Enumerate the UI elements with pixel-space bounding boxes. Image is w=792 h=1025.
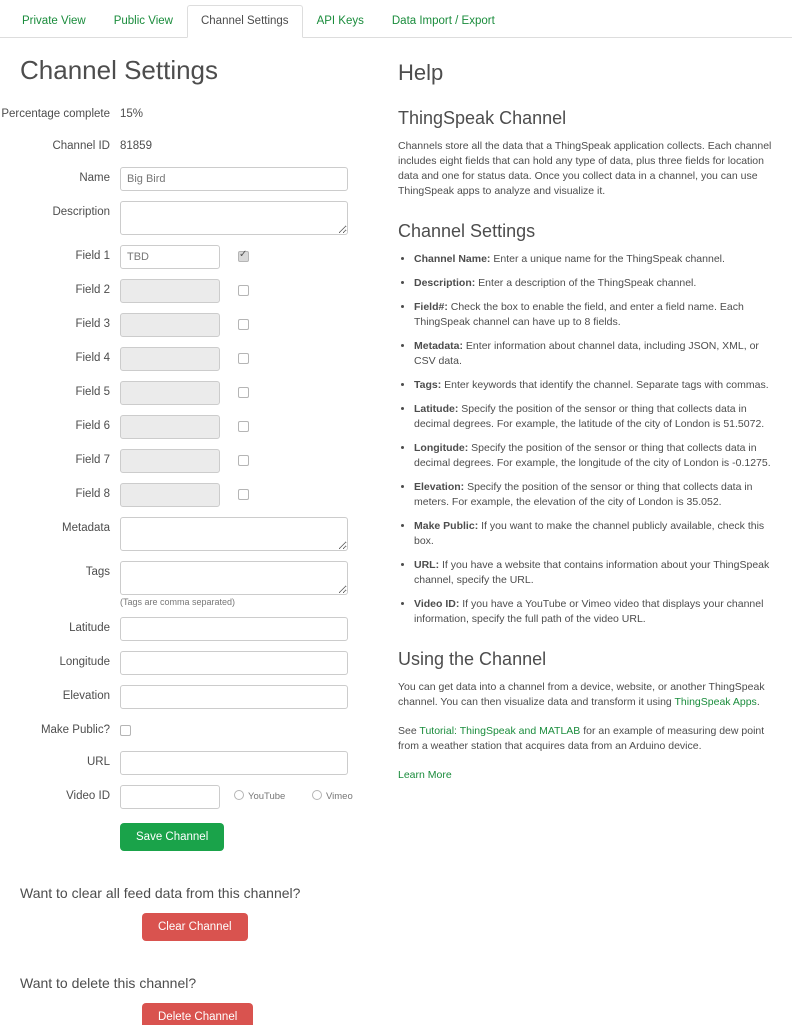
description-textarea[interactable]: [120, 201, 348, 235]
longitude-input[interactable]: [120, 651, 348, 675]
help-bullet-term: Longitude:: [414, 442, 469, 454]
help-bullet-term: Make Public:: [414, 520, 479, 532]
help-bullet-term: Description:: [414, 277, 476, 289]
help-bullet: [414, 339, 783, 369]
help-bullet: [414, 402, 783, 432]
field-5-label: Field 5: [75, 386, 110, 398]
tab-bar: [0, 0, 792, 38]
field-8-checkbox[interactable]: [238, 489, 249, 500]
field-6-label: Field 6: [75, 420, 110, 432]
youtube-radio[interactable]: [234, 790, 244, 800]
tutorial-link[interactable]: Tutorial: ThingSpeak and MATLAB: [419, 725, 581, 737]
tab-private-view[interactable]: Private View: [22, 15, 86, 27]
using-channel-text-pre: You can get data into a channel from a device, website, or another ThingSpeak channel. You can then visualize data and transform it using: [398, 681, 765, 708]
delete-channel-button[interactable]: Delete Channel: [142, 1003, 253, 1025]
field-2-checkbox[interactable]: [238, 285, 249, 296]
description-label: Description: [52, 206, 110, 218]
row-elevation: [0, 685, 390, 709]
row-percentage-complete: [0, 103, 390, 125]
help-bullet-term: Channel Name:: [414, 253, 491, 265]
row-description: [0, 201, 390, 235]
help-bullet-list: [398, 252, 783, 627]
field-7-checkbox[interactable]: [238, 455, 249, 466]
make-public-checkbox[interactable]: [120, 725, 131, 736]
field-3-label: Field 3: [75, 318, 110, 330]
name-input[interactable]: [120, 167, 348, 191]
field-4-label: Field 4: [75, 352, 110, 364]
help-bullet-text: Enter a unique name for the ThingSpeak channel.: [490, 253, 725, 265]
help-heading-channel-settings: Channel Settings: [398, 221, 536, 241]
row-field-4: [0, 347, 390, 371]
row-metadata: [0, 517, 390, 551]
help-heading-using-the-channel: Using the Channel: [398, 649, 547, 669]
row-field-2: [0, 279, 390, 303]
row-url: [0, 751, 390, 775]
field-3-checkbox[interactable]: [238, 319, 249, 330]
field-5-checkbox[interactable]: [238, 387, 249, 398]
help-bullet: [414, 480, 783, 510]
help-bullet-text: Check the box to enable the field, and enter a field name. Each ThingSpeak channel can have up to 8 fields.: [414, 301, 744, 328]
help-bullet-text: If you have a YouTube or Vimeo video that displays your channel information, specify the full path of the video URL.: [414, 598, 764, 625]
row-save: [0, 823, 390, 851]
elevation-label: Elevation: [62, 690, 110, 702]
url-label: URL: [86, 756, 110, 768]
field-8-input[interactable]: [120, 483, 220, 507]
field-1-input[interactable]: [120, 245, 220, 269]
help-paragraph-thingspeak-channel: Channels store all the data that a ThingSpeak application collects. Each channel includes eight fields that can hold any type of data, plus three fields for location data and one for status data. Once you collect data in a channel, you can use ThingSpeak apps to analyze and visualize it.: [398, 140, 772, 197]
row-field-3: [0, 313, 390, 337]
row-field-1: [0, 245, 390, 269]
help-bullet-text: If you want to make the channel publicly available, check this box.: [414, 520, 765, 547]
help-bullet: [414, 378, 783, 393]
row-field-8: [0, 483, 390, 507]
help-bullet-term: Elevation:: [414, 481, 465, 493]
field-1-label: Field 1: [75, 250, 110, 262]
help-bullet-text: Specify the position of the sensor or thing that collects data in meters. For example, the elevation of the city of London is 35.052.: [414, 481, 753, 508]
row-field-6: [0, 415, 390, 439]
learn-more-link[interactable]: Learn More: [398, 769, 452, 781]
help-learn-more-wrap: [398, 768, 783, 783]
help-bullet: [414, 300, 783, 330]
name-label: Name: [79, 172, 110, 184]
tags-hint: (Tags are comma separated): [120, 597, 236, 607]
longitude-label: Longitude: [59, 656, 110, 668]
field-3-input[interactable]: [120, 313, 220, 337]
metadata-textarea[interactable]: [120, 517, 348, 551]
metadata-label: Metadata: [62, 522, 110, 534]
help-bullet: [414, 558, 783, 588]
video-youtube-option[interactable]: [234, 791, 297, 802]
vimeo-label: Vimeo: [325, 791, 353, 802]
percentage-complete-value: 15%: [120, 108, 144, 120]
tab-public-view[interactable]: Public View: [113, 15, 173, 27]
row-tags: [0, 561, 390, 607]
field-7-input[interactable]: [120, 449, 220, 473]
tags-textarea[interactable]: [120, 561, 348, 595]
thingspeak-apps-link[interactable]: ThingSpeak Apps: [674, 696, 757, 708]
field-4-checkbox[interactable]: [238, 353, 249, 364]
field-6-input[interactable]: [120, 415, 220, 439]
make-public-label: Make Public?: [40, 724, 110, 736]
clear-channel-block: [20, 885, 390, 941]
field-4-input[interactable]: [120, 347, 220, 371]
settings-form-column: [0, 55, 390, 1025]
delete-channel-question: Want to delete this channel?: [20, 975, 197, 991]
latitude-input[interactable]: [120, 617, 348, 641]
help-column: [398, 60, 783, 797]
field-6-checkbox[interactable]: [238, 421, 249, 432]
tab-api-keys[interactable]: API Keys: [316, 15, 364, 27]
help-bullet-text: If you have a website that contains information about your ThingSpeak channel, specify the URL.: [414, 559, 770, 586]
field-8-label: Field 8: [75, 488, 110, 500]
field-5-input[interactable]: [120, 381, 220, 405]
help-bullet-text: Enter information about channel data, including JSON, XML, or CSV data.: [414, 340, 759, 367]
clear-channel-question: Want to clear all feed data from this channel?: [20, 885, 301, 901]
help-bullet-text: Enter a description of the ThingSpeak channel.: [475, 277, 697, 289]
video-id-input[interactable]: [120, 785, 220, 809]
clear-channel-button[interactable]: Clear Channel: [142, 913, 248, 941]
video-vimeo-option[interactable]: [312, 791, 365, 802]
latitude-label: Latitude: [69, 622, 110, 634]
youtube-label: YouTube: [248, 791, 286, 802]
video-id-label: Video ID: [66, 790, 110, 802]
help-paragraph-tutorial: [398, 724, 783, 754]
row-video-id: [0, 785, 390, 809]
row-name: [0, 167, 390, 191]
row-longitude: [0, 651, 390, 675]
tab-data-import-export[interactable]: Data Import / Export: [391, 15, 495, 27]
tutorial-text-pre: See: [398, 725, 420, 737]
help-bullet: [414, 276, 783, 291]
field-1-checkbox[interactable]: [238, 251, 249, 262]
help-bullet-term: URL:: [414, 559, 440, 571]
tab-channel-settings[interactable]: Channel Settings: [187, 5, 303, 38]
video-source-radio-group: [234, 785, 377, 809]
help-bullet-text: Specify the position of the sensor or thing that collects data in decimal degrees. For example, the latitude of the city of London is 51.5072.: [414, 403, 765, 430]
help-bullet-term: Field#:: [414, 301, 448, 313]
help-bullet-term: Tags:: [414, 379, 442, 391]
help-bullet-text: Enter keywords that identify the channel. Separate tags with commas.: [441, 379, 769, 391]
url-input[interactable]: [120, 751, 348, 775]
help-paragraph-using-the-channel: [398, 680, 783, 710]
vimeo-radio[interactable]: [312, 790, 322, 800]
help-bullet-term: Metadata:: [414, 340, 464, 352]
row-channel-id: [0, 135, 390, 157]
help-bullet-term: Latitude:: [414, 403, 459, 415]
field-7-label: Field 7: [75, 454, 110, 466]
help-bullet: [414, 597, 783, 627]
save-channel-button[interactable]: Save Channel: [120, 823, 224, 851]
field-2-input[interactable]: [120, 279, 220, 303]
help-bullet-term: Video ID:: [414, 598, 460, 610]
page-title: Channel Settings: [20, 55, 219, 85]
row-latitude: [0, 617, 390, 641]
help-title: Help: [398, 60, 444, 85]
field-2-label: Field 2: [75, 284, 110, 296]
channel-id-label: Channel ID: [52, 140, 110, 152]
help-bullet: [414, 519, 783, 549]
row-field-7: [0, 449, 390, 473]
row-field-5: [0, 381, 390, 405]
tutorial-text-post: for an example of measuring dew point from a weather station that acquires data from an Arduino device.: [398, 725, 765, 752]
help-bullet: [414, 252, 783, 267]
elevation-input[interactable]: [120, 685, 348, 709]
percentage-complete-label: Percentage complete: [1, 108, 110, 120]
row-make-public: [0, 719, 390, 741]
tags-label: Tags: [85, 566, 110, 578]
using-channel-text-post: .: [756, 696, 760, 708]
channel-id-value: 81859: [120, 140, 152, 152]
help-bullet-text: Specify the position of the sensor or thing that collects data in decimal degrees. For example, the longitude of the city of London is -0.1275.: [414, 442, 771, 469]
help-heading-thingspeak-channel: ThingSpeak Channel: [398, 108, 567, 128]
delete-channel-block: [20, 975, 390, 1025]
help-bullet: [414, 441, 783, 471]
